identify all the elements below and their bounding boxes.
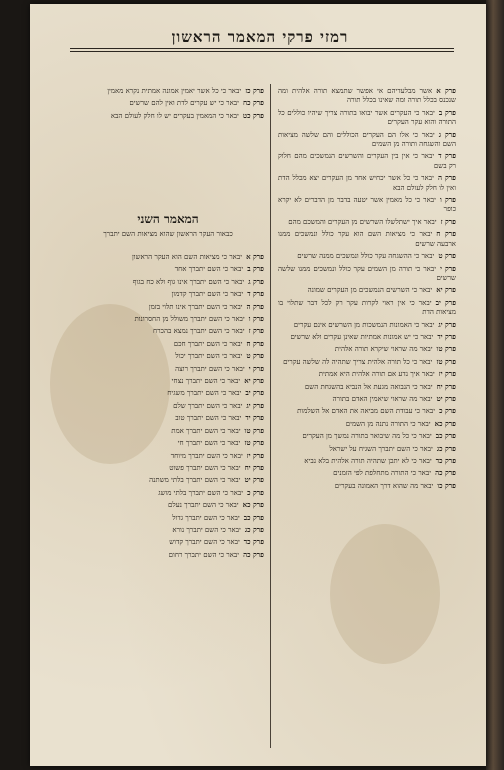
chapter-number: פרק י	[248, 363, 264, 373]
chapter-number: פרק ה	[437, 173, 456, 183]
chapter-text: יבאר כי השם יתברך קדוש	[169, 538, 240, 547]
chapter-text: יבאר כי השם יתברך קדמון	[171, 290, 244, 299]
chapter-number: פרק כט	[242, 110, 264, 120]
chapter-entry	[72, 438, 264, 448]
chapter-entry	[278, 108, 456, 128]
chapter-text: יבאר כי העקרים אשר יבואו בתורה צריך שיהיו כוללים כל התורה והוא עקר העקרים	[278, 108, 456, 127]
chapter-entry	[278, 229, 456, 249]
chapter-entry	[278, 431, 456, 441]
chapter-text: יבאר כי השם יתברך שלם	[173, 401, 243, 410]
chapter-number: פרק ז	[440, 216, 456, 226]
chapter-text: יבאר כי המאמין בעקרים יש לו חלק לעולם הבא	[110, 111, 239, 120]
chapter-text: יבאר כי התורה נתנה מן השמים	[345, 419, 431, 428]
chapter-number: פרק יא	[244, 376, 264, 386]
chapter-number: פרק ט	[246, 351, 264, 361]
chapter-entry	[278, 130, 456, 150]
chapter-number: פרק ט	[438, 251, 456, 261]
book-page	[30, 4, 486, 766]
chapter-entry	[278, 468, 456, 478]
chapter-number: פרק יח	[436, 381, 456, 391]
chapter-number: פרק כ	[439, 406, 456, 416]
chapter-entry	[278, 456, 456, 466]
chapter-text: יבאר מה שראוי שיקרא תורה אלהית	[334, 345, 433, 354]
chapter-text: יבאר כי לא יתכן שתהיה תורה אלהית בלא נביא	[304, 457, 432, 465]
chapter-text: יבאר כי השם יתברך משגיח	[167, 389, 242, 398]
left-column-top	[72, 86, 264, 206]
chapter-number: פרק כו	[437, 480, 456, 490]
chapter-entry	[72, 475, 264, 485]
chapter-number: פרק כא	[242, 500, 264, 510]
chapter-number: פרק כד	[435, 456, 456, 465]
chapter-entry	[278, 382, 456, 392]
chapter-entry	[72, 413, 264, 423]
chapter-entry	[278, 481, 456, 491]
chapter-text: יבאר איך נדע אם תורה אלהית היא אמתית	[318, 370, 435, 379]
chapter-entry	[72, 525, 264, 535]
chapter-number: פרק יב	[245, 388, 264, 398]
chapter-number: פרק כג	[436, 443, 456, 453]
chapter-number: פרק יז	[246, 450, 264, 460]
chapter-entry	[72, 339, 264, 349]
chapter-text: יבאר כי השם יתברך רחום	[168, 550, 240, 559]
chapter-number: פרק כ	[247, 487, 264, 497]
chapter-entry	[72, 111, 264, 121]
chapter-number: פרק כז	[245, 86, 264, 95]
chapter-entry	[278, 173, 456, 193]
chapter-text: יבאר כי הנבואה מגעת אל הנביא בהשגחת השם	[304, 382, 433, 391]
chapter-text: יבאר כי יש עקרים לדת ואין להם שרשים	[129, 99, 239, 108]
chapter-number: פרק א	[436, 86, 456, 95]
chapter-text: יבאר מה שראוי שיאמין האדם בתורה	[332, 394, 433, 403]
chapter-number: פרק טז	[244, 438, 264, 448]
chapter-number: פרק ח	[246, 338, 264, 348]
chapter-number: פרק טו	[244, 425, 264, 435]
chapter-number: פרק כא	[434, 418, 456, 428]
chapter-number: פרק כג	[244, 524, 264, 534]
chapter-number: פרק יג	[438, 319, 456, 329]
chapter-entry	[278, 195, 456, 215]
chapter-text: יבאר כי השם יתברך נורא	[172, 525, 241, 534]
chapter-text: יבאר כי יש אמונות אמתיות שאינן עקרים ולא שרשים	[290, 332, 434, 341]
chapter-number: פרק ה	[246, 301, 264, 311]
chapter-number: פרק יג	[246, 400, 264, 410]
chapter-entry	[72, 86, 264, 96]
chapter-text: יבאר כי כל מה שיבואר בתורה נמשך מן העקרים	[302, 432, 432, 441]
chapter-number: פרק ח	[436, 229, 456, 239]
chapter-entry	[72, 289, 264, 299]
chapter-entry	[278, 264, 456, 284]
chapter-number: פרק יד	[245, 413, 264, 423]
chapter-text: יבאר כי כל אשר יכחיש אחד מן העקרים יצא מכלל הדת ואין לו חלק לעולם הבא	[278, 174, 456, 192]
chapter-entry	[278, 369, 456, 379]
chapter-text: יבאר כי השם יתברך נמצא בהכרח	[152, 327, 245, 336]
chapter-text: יבאר כי מציאות השם הוא העקר הראשון	[131, 253, 243, 261]
chapter-text: יבאר כי כל אשר יאמין אמונה אמתית נקרא מאמין	[107, 87, 242, 95]
chapter-text: יבאר כי השם יתברך חכם	[173, 339, 243, 348]
chapter-entry	[278, 285, 456, 295]
chapter-entry	[278, 332, 456, 342]
chapter-number: פרק י	[440, 263, 456, 273]
chapter-entry	[278, 217, 456, 227]
chapter-number: פרק טו	[436, 344, 456, 354]
chapter-entry	[278, 406, 456, 416]
chapter-text: יבאר כי השם יתברך אינו גוף ולא כח בגוף	[132, 277, 245, 286]
chapter-entry	[72, 488, 264, 498]
chapter-entry	[72, 326, 264, 336]
chapter-text: יבאר כי השם יתברך בלתי משתנה	[149, 476, 241, 485]
chapter-number: פרק יז	[438, 369, 456, 379]
chapter-number: פרק ב	[247, 264, 264, 274]
chapter-number: פרק יט	[244, 475, 264, 485]
chapter-entry	[278, 251, 456, 261]
chapter-text: יבאר כי השם יתברך השגיח על ישראל	[329, 444, 433, 453]
chapter-entry	[72, 98, 264, 108]
chapter-entry	[278, 419, 456, 429]
chapter-text: יבאר כי התורה מתחלפת לפי הזמנים	[333, 469, 432, 478]
section-heading: המאמר השני	[137, 212, 199, 226]
page-title: רמזי פרקי המאמר הראשון	[171, 28, 349, 46]
chapter-entry	[278, 151, 456, 171]
chapter-text: יבאר כי השם יתברך טוב	[175, 414, 242, 423]
chapter-text: יבאר כי השם יתברך גדול	[172, 513, 240, 522]
chapter-number: פרק כה	[243, 549, 264, 559]
chapter-text: יבאר מה שהוא דרך האמונה בעקרים	[334, 481, 434, 490]
chapter-text: יבאר כי השם יתברך רוצה	[175, 364, 245, 373]
chapter-number: פרק ב	[438, 107, 456, 117]
chapter-number: פרק כח	[243, 98, 264, 108]
chapter-number: פרק יב	[435, 297, 456, 307]
chapter-entry	[278, 320, 456, 330]
chapter-number: פרק כב	[435, 431, 456, 441]
chapter-text: יבאר כי השם יתברך מיוחד	[170, 451, 243, 460]
chapter-entry	[72, 264, 264, 274]
chapter-entry	[72, 500, 264, 510]
title-rule-bottom	[70, 51, 454, 52]
chapter-entry	[72, 388, 264, 398]
chapter-entry	[278, 298, 456, 318]
left-column-bottom	[72, 252, 264, 746]
chapter-number: פרק ד	[438, 151, 456, 161]
right-column	[278, 86, 456, 746]
chapter-entry	[278, 344, 456, 354]
chapter-number: פרק ו	[440, 195, 456, 205]
title-rule-top	[70, 48, 454, 49]
chapter-number: פרק יא	[436, 285, 456, 295]
chapter-entry	[278, 357, 456, 367]
chapter-entry	[72, 277, 264, 287]
chapter-entry	[72, 537, 264, 547]
chapter-number: פרק ד	[247, 289, 264, 299]
column-separator	[270, 84, 271, 748]
chapter-text: יבאר כי השם יתברך אחד	[174, 265, 244, 274]
chapter-number: פרק ג	[438, 129, 456, 139]
chapter-number: פרק יח	[244, 462, 264, 472]
chapter-entry	[72, 364, 264, 374]
chapter-entry	[72, 550, 264, 560]
book-edge	[486, 0, 504, 770]
chapter-entry	[72, 302, 264, 312]
chapter-text: יבאר כי ההשגחה עקר כולל ונמשכים ממנה שרשים	[297, 252, 435, 261]
chapter-entry	[72, 401, 264, 411]
chapter-text: יבאר כי כל מאמין אשר יטעה בדבר מן הדברים לא יקרא כופר	[278, 196, 456, 214]
chapter-number: פרק כד	[243, 537, 264, 547]
chapter-text: יבאר כי תורה מן השמים עקר כולל ונמשכים ממנו שלשה שרשים	[278, 264, 456, 282]
chapter-text: יבאר כי אלו הם העקרים הכוללים והם שלשה מציאות השם והשגחה ותורה מן השמים	[278, 130, 456, 149]
chapter-text: יבאר כי אין ראוי לקרות עקר רק לכל דבר שתלוי בו מציאות הדת	[278, 298, 456, 317]
chapter-text: יבאר כי השם יתברך בלתי מושג	[158, 488, 244, 497]
chapter-number: פרק ו	[248, 314, 264, 324]
chapter-number: פרק ז	[248, 326, 264, 336]
chapter-entry	[72, 451, 264, 461]
chapter-number: פרק ג	[248, 276, 264, 286]
chapter-text: יבאר כי אין בין העקרים והשרשים הנמשכים מהם חלוק רק בשם	[278, 152, 456, 170]
chapter-number: פרק יד	[437, 331, 456, 341]
chapter-text: יבאר כי השרשים הנמשכים מן העקרים שמונה	[307, 286, 433, 295]
chapter-number: פרק א	[246, 252, 264, 261]
chapter-text: אשר מבלעדיהם אי אפשר שתמצא תורה אלהית ומה שנכנס בכלל תורה ומה שאינו בכלל תורה	[278, 87, 456, 105]
chapter-text: יבאר כי השם יתברך פשוט	[169, 463, 241, 472]
chapter-text: יבאר כי האמונות הנמשכות מן השרשים אינם עקרים	[293, 320, 435, 329]
chapter-entry	[72, 314, 264, 324]
chapter-entry	[72, 351, 264, 361]
section-subheading: כבאור העקר הראשון שהוא מציאות השם יתברך	[103, 230, 233, 238]
chapter-number: פרק כה	[435, 468, 456, 478]
chapter-text: יבאר כי השם יתברך נצחי	[171, 377, 241, 386]
chapter-number: פרק כב	[243, 512, 264, 522]
chapter-text: יבאר כי השם יתברך אינו תלוי בזמן	[148, 302, 243, 311]
chapter-entry	[72, 376, 264, 386]
chapter-number: פרק טז	[436, 356, 456, 366]
chapter-entry	[72, 426, 264, 436]
chapter-text: יבאר כי השם יתברך נעלם	[168, 501, 239, 510]
chapter-text: יבאר כי כל תורה אלהית צריך שתהיה לה שלשה עקרים	[283, 357, 433, 366]
chapter-entry	[72, 252, 264, 262]
chapter-text: יבאר כי השם יתברך משולל מן החסרונות	[134, 315, 245, 324]
chapter-entry	[72, 463, 264, 473]
chapter-entry	[72, 513, 264, 523]
chapter-text: יבאר כי השם יתברך אמת	[171, 426, 241, 435]
chapter-entry	[278, 444, 456, 454]
chapter-text: יבאר כי עבודת השם מביאה את האדם אל השלמות	[297, 407, 436, 416]
chapter-text: יבאר כי השם יתברך יכול	[175, 352, 243, 361]
chapter-number: פרק יט	[436, 393, 456, 403]
chapter-entry	[278, 86, 456, 106]
chapter-entry	[278, 394, 456, 404]
chapter-text: יבאר כי השם יתברך חי	[177, 439, 241, 448]
chapter-text: יבאר איך ישתלשלו השרשים מן העקרים והמשכם מהם	[288, 217, 437, 226]
chapter-text: יבאר כי מציאות השם הוא עקר כולל ונמשכים ממנו ארבעה שרשים	[278, 230, 456, 248]
